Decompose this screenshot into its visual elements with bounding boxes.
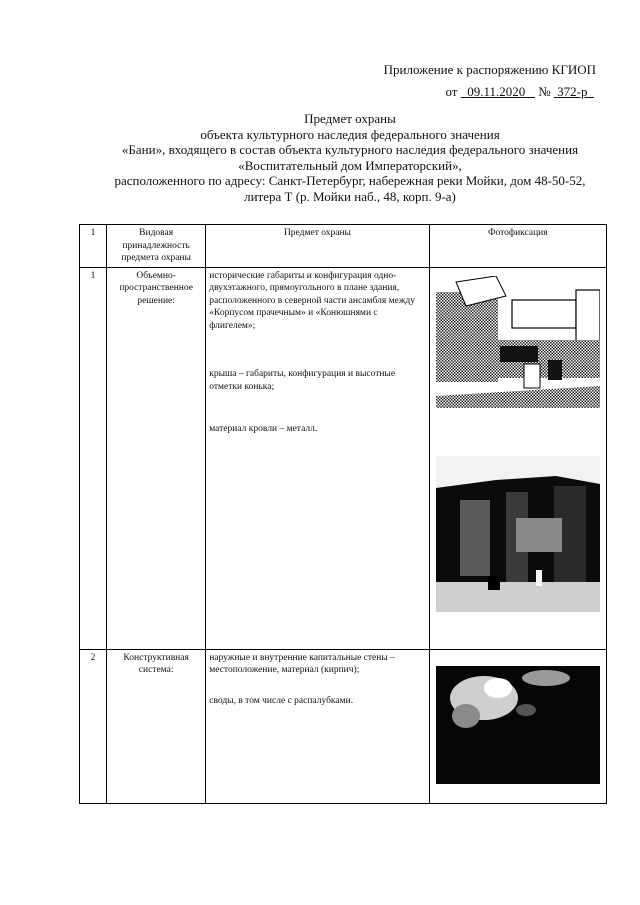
row-type: Объемно-пространственное решение:	[107, 267, 206, 649]
table-header-row	[80, 225, 607, 268]
list-item: наружные и внутренние капитальные стены – местоположение, материал (кирпич);	[209, 652, 395, 675]
header-cell-number: 1	[80, 225, 107, 268]
heading-line: «Бани», входящего в состав объекта культурного наследия федерального значения	[121, 142, 579, 157]
order-date: 09.11.2020	[467, 84, 526, 99]
site-plan-image	[436, 276, 600, 408]
heading-line: расположенного по адресу: Санкт-Петербург, набережная реки Мойки, дом 48-50-52,	[114, 173, 586, 188]
protection-table	[79, 224, 607, 804]
order-number: 372-р	[557, 84, 588, 99]
number-prefix: №	[538, 84, 551, 99]
heading-line: объекта культурного наследия федерального значения	[200, 126, 500, 142]
order-line	[445, 84, 594, 100]
header-cell-type: Видовая принадлежность предмета охраны	[107, 225, 206, 268]
row-type: Конструктивная система:	[107, 649, 206, 803]
row-items	[206, 267, 429, 649]
street-view-photo	[436, 456, 600, 612]
heading-line: литера Т (р. Мойки наб., 48, корп. 9-а)	[244, 188, 456, 204]
document-heading	[60, 111, 640, 204]
heading-line: «Воспитательный дом Императорский»,	[238, 157, 462, 173]
list-item: своды, в том числе с распалубками.	[209, 695, 354, 706]
interior-vault-photo	[436, 660, 600, 784]
header-cell-photo: Фотофиксация	[429, 225, 606, 268]
table-row	[80, 267, 607, 649]
photo-cell	[429, 267, 606, 649]
header-cell-subject: Предмет охраны	[206, 225, 429, 268]
row-number: 2	[80, 649, 107, 803]
list-item: крыша – габариты, конфигурация и высотные отметки конька;	[209, 369, 396, 392]
heading-line: Предмет охраны	[304, 111, 396, 126]
date-prefix: от	[445, 84, 458, 99]
row-number: 1	[80, 267, 107, 649]
photo-cell	[429, 649, 606, 803]
table-row	[80, 649, 607, 803]
row-items	[206, 649, 429, 803]
appendix-caption: Приложение к распоряжению КГИОП	[383, 62, 596, 77]
list-item: материал кровли – металл.	[209, 424, 318, 434]
list-item: исторические габариты и конфигурация одно-двухэтажного, прямоугольного в плане здания, расположенного в северной части ансамбля между «Корпусом прачечным» и «Конюшнями с флигелем»;	[209, 270, 415, 331]
